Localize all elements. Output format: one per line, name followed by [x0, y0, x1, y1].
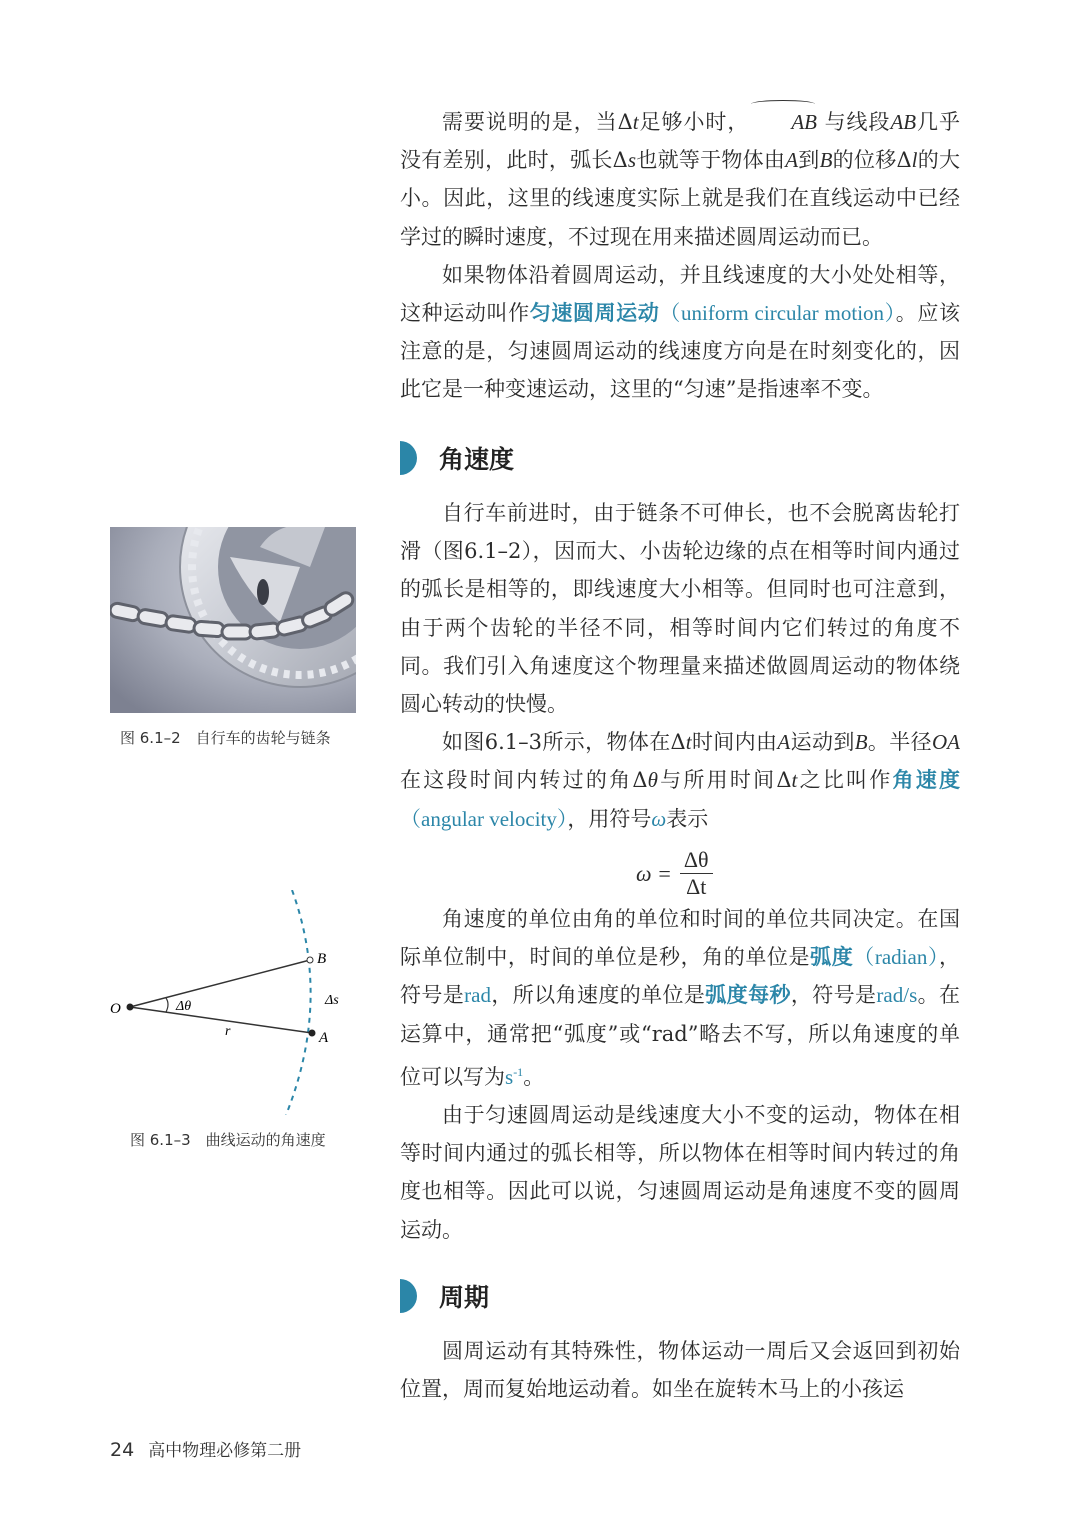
label-a: A [319, 1030, 329, 1046]
term-radian: 弧度 [810, 945, 854, 970]
paragraph-1: 需要说明的是，当Δt足够小时， AB 与线段AB几乎没有差别，此时，弧长Δs也就等于物体由A到B的位移Δl的大小。因此，这里的线速度实际上就是我们在直线运动中已经学过的瞬时速度，不过现在用来描述圆周运动而已。 如果物体沿着圆周运动，并且线速度的大小处处相等，这种运动叫作匀速圆周运动（uniform circular motion）。应该注意的是，匀速圆周运动的线速度方向是在时刻变化的，因此它是一种变速运动，这里的“匀速”是指速率不变。 [400, 103, 960, 409]
heading-title: 周期 [439, 1283, 490, 1312]
point-o [127, 1004, 134, 1011]
arc-ab: AB [749, 103, 817, 141]
figure-6-1-2-caption: 图 6.1–2 自行车的齿轮与链条 [120, 729, 331, 747]
page-number: 24 [110, 1439, 135, 1461]
term-angular-velocity: 角速度 [892, 768, 961, 793]
heading-title: 角速度 [439, 445, 515, 474]
section-heading-angular-velocity [400, 440, 514, 476]
label-b: B [317, 951, 327, 967]
gear-chain-illustration [110, 527, 356, 713]
book-title: 高中物理必修第二册 [148, 1441, 302, 1461]
figure-6-1-3-caption: 图 6.1–3 曲线运动的角速度 [130, 1131, 326, 1149]
paragraph-period: 圆周运动有其特殊性，物体运动一周后又会返回到初始位置，周而复始地运动着。如坐在旋转木马上的小孩运 [400, 1339, 960, 1402]
paragraph-uniform: 由于匀速圆周运动是线速度大小不变的运动，物体在相等时间内通过的弧长相等，所以物体在相等时间内转过的角度也相等。因此可以说，匀速圆周运动是角速度不变的圆周运动。 [400, 1103, 960, 1242]
bicycle-gear-photo [110, 527, 356, 713]
formula-denominator: Δt [686, 874, 707, 899]
paragraph-4 [400, 1332, 960, 1408]
paragraph-3 [400, 900, 960, 1249]
angular-velocity-diagram [100, 890, 400, 1119]
point-a [309, 1030, 316, 1037]
label-delta-theta: Δθ [176, 999, 192, 1014]
label-delta-s: Δs [325, 993, 339, 1008]
paragraph-definition: 如图6.1–3所示，物体在Δt时间内由A运动到B。半径OA在这段时间内转过的角Δθ与所用时间Δt之比叫作角速度（angular velocity），用符号ω表示 [400, 730, 961, 831]
radius-oa [130, 1007, 312, 1033]
paragraph-bicycle: 自行车前进时，由于链条不可伸长，也不会脱离齿轮打滑（图6.1–2），因而大、小齿轮边缘的点在相等时间内通过的弧长是相等的，即线速度大小相等。但同时也可注意到，由于两个齿轮的半径不同，相等时间内它们转过的角度不同。我们引入角速度这个物理量来描述做圆周运动的物体绕圆心转动的快慢。 [400, 501, 960, 717]
label-o: O [110, 1001, 121, 1017]
radius-ob [130, 960, 310, 1007]
point-b [307, 957, 313, 963]
term-radian-per-second: 弧度每秒 [705, 983, 791, 1008]
heading-marker [400, 441, 417, 475]
formula-numerator: Δθ [680, 847, 713, 874]
paragraph-units: 角速度的单位由角的单位和时间的单位共同决定。在国际单位制中，时间的单位是秒，角的单位是弧度（radian），符号是rad，所以角速度的单位是弧度每秒，符号是rad/s。在运算中，通常把“弧度”或“rad”略去不写，所以角速度的单位可以写为$s^{-1}$。 [400, 907, 961, 1089]
label-r: r [225, 1024, 231, 1039]
circle-arc-path [286, 890, 311, 1115]
page-footer [110, 1436, 301, 1461]
angle-arc [166, 998, 168, 1012]
formula-omega: ω = $\frac{\Delta\theta}{\Delta t}$ [636, 847, 713, 900]
paragraph-2 [400, 494, 960, 838]
section-heading-period [400, 1278, 489, 1314]
term-uniform-circular-motion: 匀速圆周运动 [529, 301, 660, 326]
heading-marker [400, 1279, 417, 1313]
